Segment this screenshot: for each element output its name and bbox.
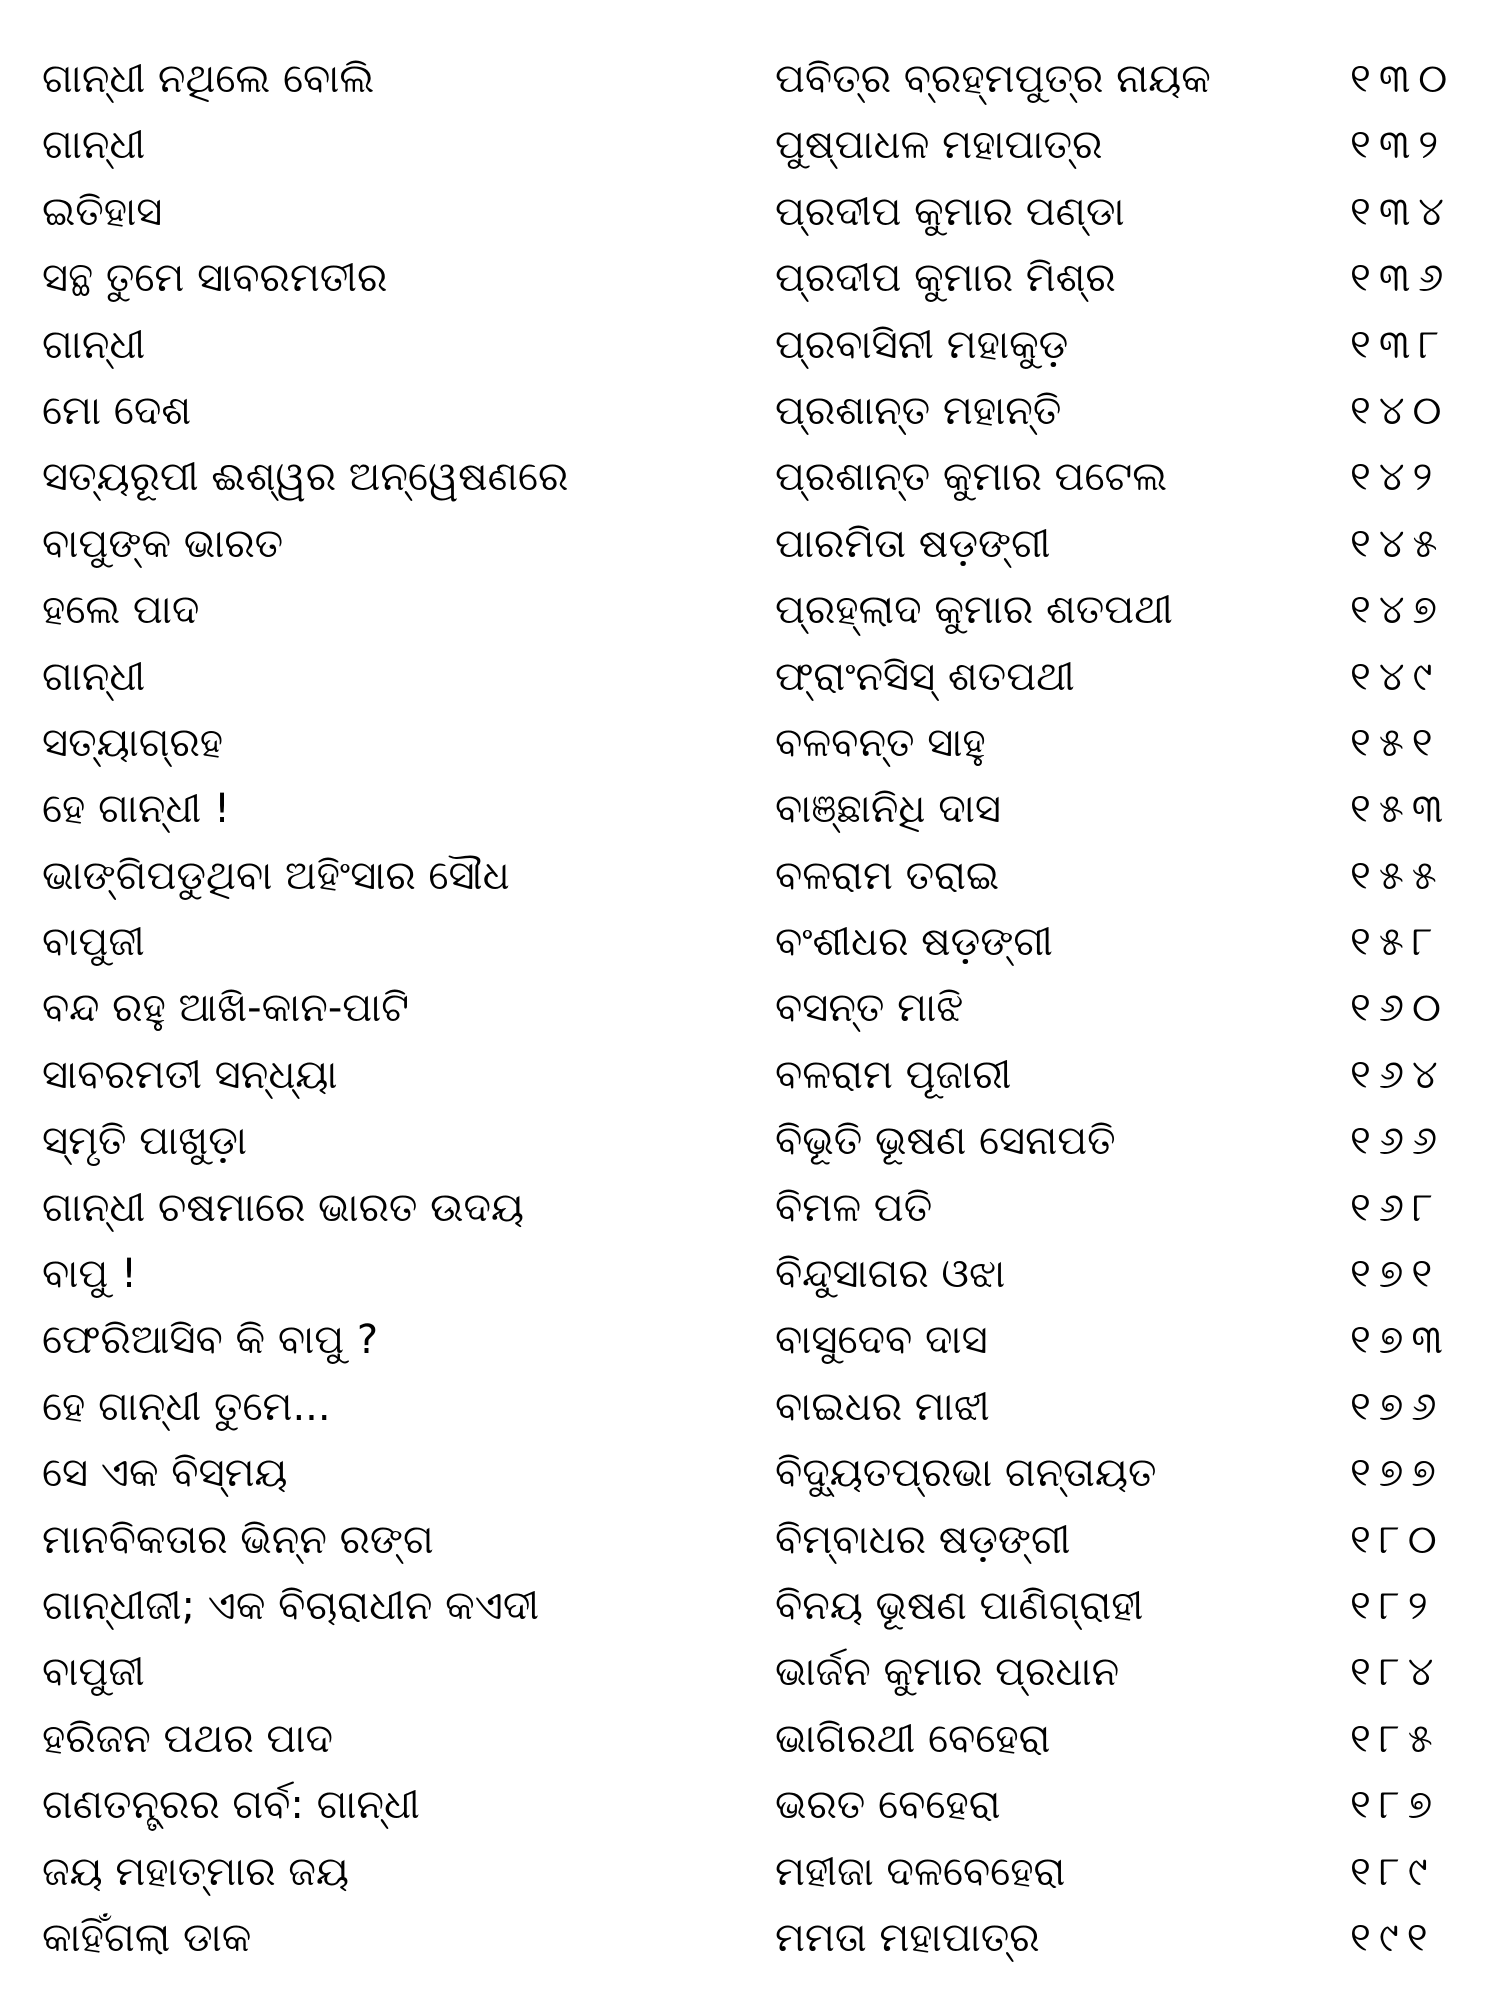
toc-row [0, 710, 1500, 776]
poem-title: ଗାନ୍ଧୀ [42, 653, 146, 700]
toc-row [0, 179, 1500, 245]
page-number: ୧୮୪ [1350, 1649, 1442, 1696]
poet-name: ପାରମିତା ଷଡ଼ଙ୍ଗୀ [775, 520, 1051, 567]
toc-row [0, 444, 1500, 510]
toc-row [0, 1374, 1500, 1440]
poet-name: ପୁଷ୍ପାଧଳ ମହାପାତ୍ର [775, 122, 1103, 169]
page-number: ୧୩୦ [1350, 56, 1456, 102]
page-number: ୧୮୫ [1350, 1715, 1441, 1762]
toc-row [0, 1573, 1500, 1639]
page-number: ୧୪୭ [1350, 587, 1445, 634]
page-number: ୧୭୬ [1350, 1383, 1445, 1430]
page-number: ୧୪୨ [1350, 454, 1441, 501]
poem-title: ଫେରିଆସିବ କି ବାପୁ ? [42, 1317, 379, 1364]
page-number: ୧୩୮ [1350, 321, 1448, 368]
table-of-contents [0, 46, 1500, 1971]
page-number: ୧୭୭ [1350, 1450, 1444, 1497]
toc-row [0, 1905, 1500, 1971]
toc-row [0, 46, 1500, 112]
poet-name: ବଂଶୀଧର ଷଡ଼ଙ୍ଗୀ [775, 919, 1053, 966]
poet-name: ବସନ୍ତ ମାଝି [775, 985, 964, 1032]
poem-title: ଗାନ୍ଧୀଜୀ; ଏକ ବିଚାରାଧୀନ କଏଦୀ [42, 1582, 540, 1629]
poem-title: ଗଣତନ୍ତ୍ରର ଗର୍ବ: ଗାନ୍ଧୀ [42, 1782, 420, 1829]
toc-row [0, 1706, 1500, 1772]
toc-row [0, 1042, 1500, 1108]
toc-row [0, 1639, 1500, 1705]
poet-name: ବାସୁଦେବ ଦାସ [775, 1317, 988, 1364]
toc-row [0, 1772, 1500, 1838]
page-number: ୧୪୯ [1350, 653, 1441, 700]
page-number: ୧୩୨ [1350, 122, 1447, 169]
poet-name: ବିନ୍ଦୁସାଗର ଓଝା [775, 1251, 1006, 1298]
toc-row [0, 1507, 1500, 1573]
poem-title: ସତ୍ୟାଗ୍ରହ [42, 719, 224, 766]
poem-title: ମାନବିକତାର ଭିନ୍ନ ରଙ୍ଗ [42, 1516, 434, 1563]
poem-title: ଗାନ୍ଧୀ [42, 321, 146, 368]
toc-row [0, 1241, 1500, 1307]
page-number: ୧୭୩ [1350, 1317, 1451, 1364]
toc-row [0, 843, 1500, 909]
toc-row [0, 1839, 1500, 1905]
poem-title: ବନ୍ଦ ରହୁ ଆଖି-କାନ-ପାଟି [42, 985, 410, 1032]
poet-name: ପ୍ରଶାନ୍ତ ମହାନ୍ତି [775, 387, 1062, 434]
poet-name: ବଳରାମ ପୂଜାରୀ [775, 1051, 1012, 1098]
poet-name: ଭାର୍ଜନ କୁମାର ପ୍ରଧାନ [775, 1649, 1120, 1696]
toc-row [0, 975, 1500, 1041]
poet-name: ବିମ୍ବାଧର ଷଡ଼ଙ୍ଗୀ [775, 1516, 1071, 1563]
poem-title: କାହିଁଗଲା ଡାକ [42, 1914, 252, 1961]
poet-name: ବାଞ୍ଛାନିଧି ଦାସ [775, 786, 1001, 833]
page-number: ୧୫୫ [1350, 852, 1445, 899]
page-number: ୧୩୪ [1350, 188, 1452, 235]
poem-title: ବାପୁଜୀ [42, 919, 145, 966]
toc-row [0, 245, 1500, 311]
poet-name: ପ୍ରହ୍ଲାଦ କୁମାର ଶତପଥୀ [775, 587, 1173, 634]
toc-row [0, 1108, 1500, 1174]
poem-title: ହେ ଗାନ୍ଧୀ ! [42, 786, 231, 833]
poem-title: ହରିଜନ ପଥର ପାଦ [42, 1715, 333, 1762]
page-number: ୧୮୭ [1350, 1782, 1441, 1829]
poet-name: ବିମଳ ପତି [775, 1184, 933, 1231]
poem-title: ବାପୁଙ୍କ ଭାରତ [42, 520, 284, 567]
poem-title: ଗାନ୍ଧୀ ଚଷମାରେ ଭାରତ ଉଦୟ [42, 1184, 524, 1231]
poet-name: ଭରତ ବେହେରା [775, 1782, 1001, 1829]
page-number: ୧୪୦ [1350, 387, 1450, 434]
poem-title: ଜୟ ମହାତ୍ମାର ଜୟ [42, 1848, 349, 1895]
poem-title: ଭାଙ୍ଗିପଡୁଥିବା ଅହିଂସାର ସୌଧ [42, 852, 510, 899]
toc-row [0, 511, 1500, 577]
poet-name: ବଳରାମ ତରାଇ [775, 852, 1000, 899]
poem-title: ଇତିହାସ [42, 188, 163, 235]
poem-title: ସନ୍ଥ ତୁମେ ସାବରମତୀର [42, 255, 388, 302]
page-number: ୧୫୩ [1350, 786, 1452, 833]
poem-title: ଗାନ୍ଧୀ ନଥିଲେ ବୋଲି [42, 56, 375, 102]
toc-row [0, 644, 1500, 710]
page-number: ୧୬୦ [1350, 985, 1449, 1032]
page-number: ୧୫୮ [1350, 919, 1441, 966]
page-number: ୧୪୫ [1350, 520, 1446, 567]
poem-title: ବାପୁ ! [42, 1251, 138, 1298]
toc-row [0, 312, 1500, 378]
toc-row [0, 1307, 1500, 1373]
poet-name: ବିଭୂତି ଭୂଷଣ ସେନାପତି [775, 1118, 1116, 1165]
page-number: ୧୮୨ [1350, 1582, 1436, 1629]
poem-title: ସତ୍ୟରୂପୀ ଈଶ୍ୱର ଅନ୍ୱେଷଣରେ [42, 454, 569, 501]
poet-name: ବାଇଧର ମାଝୀ [775, 1383, 990, 1430]
poem-title: ସ୍ମୃତି ପାଖୁଡ଼ା [42, 1118, 247, 1165]
poet-name: ପ୍ରବାସିନୀ ମହାକୁଡ଼ [775, 321, 1069, 368]
page-number: ୧୮୯ [1350, 1848, 1436, 1895]
poet-name: ମମତା ମହାପାତ୍ର [775, 1914, 1040, 1961]
page-number: ୧୩୬ [1350, 255, 1452, 302]
poem-title: ହେ ଗାନ୍ଧୀ ତୁମେ... [42, 1383, 331, 1430]
toc-row [0, 378, 1500, 444]
page-number: ୧୮୦ [1350, 1516, 1445, 1563]
page-number: ୧୬୮ [1350, 1184, 1441, 1231]
poem-title: ଗାନ୍ଧୀ [42, 122, 146, 169]
poet-name: ଭାଗିରଥୀ ବେହେରା [775, 1715, 1051, 1762]
poet-name: ପ୍ରଦୀପ କୁମାର ମିଶ୍ର [775, 255, 1116, 302]
poem-title: ମୋ ଦେଶ [42, 387, 192, 434]
page-number: ୧୫୧ [1350, 719, 1441, 766]
poet-name: ମହୀଜା ଦଳବେହେରା [775, 1848, 1066, 1895]
toc-row [0, 577, 1500, 643]
poet-name: ଫ୍ରାଂନସିସ୍ ଶତପଥୀ [775, 653, 1075, 700]
poem-title: ବାପୁଜୀ [42, 1649, 145, 1696]
page-number: ୧୬୪ [1350, 1051, 1446, 1098]
poet-name: ପ୍ରଶାନ୍ତ କୁମାର ପଟେଲ [775, 454, 1168, 501]
poet-name: ପ୍ରଦୀପ କୁମାର ପଣ୍ଡା [775, 188, 1125, 235]
page-number: ୧୬୬ [1350, 1118, 1446, 1165]
toc-row [0, 776, 1500, 842]
toc-row [0, 909, 1500, 975]
page-number: ୧୭୧ [1350, 1251, 1441, 1298]
poem-title: ହଲେ ପାଦ [42, 587, 200, 634]
poet-name: ବିଦ୍ୟୁତପ୍ରଭା ଗନ୍ତାୟତ [775, 1450, 1157, 1497]
poet-name: ବଳବନ୍ତ ସାହୁ [775, 719, 986, 766]
toc-row [0, 1175, 1500, 1241]
poem-title: ସେ ଏକ ବିସ୍ମୟ [42, 1450, 288, 1497]
toc-row [0, 1440, 1500, 1506]
poem-title: ସାବରମତୀ ସନ୍ଧ୍ୟା [42, 1051, 338, 1098]
toc-row [0, 112, 1500, 178]
poet-name: ପବିତ୍ର ବ୍ରହ୍ମପୁତ୍ର ନାୟକ [775, 56, 1211, 102]
poet-name: ବିନୟ ଭୂଷଣ ପାଣିଗ୍ରାହୀ [775, 1582, 1144, 1629]
page-number: ୧୯୧ [1350, 1914, 1436, 1961]
